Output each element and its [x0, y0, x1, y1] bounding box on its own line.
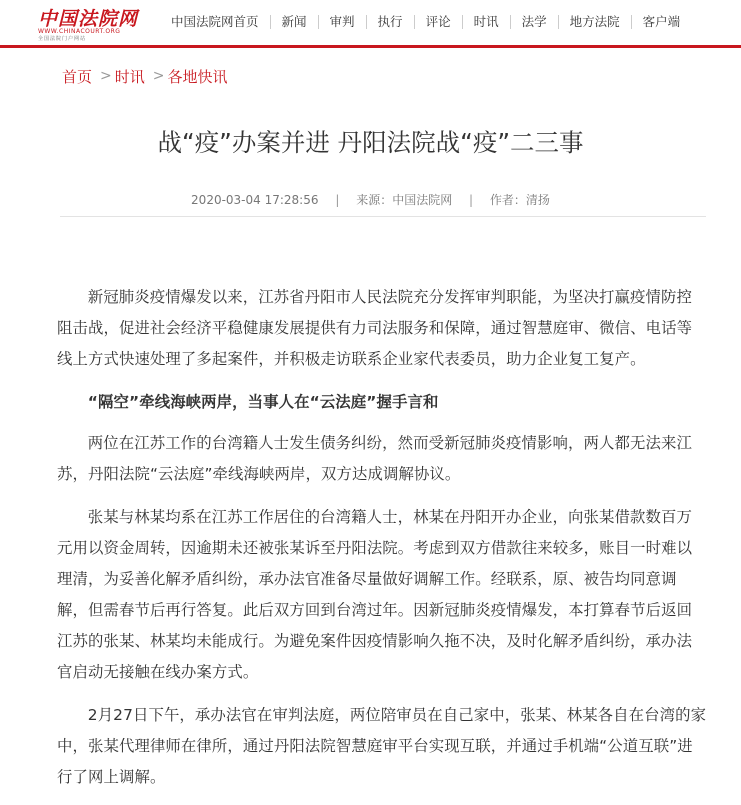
nav-local-courts[interactable]: 地方法院 — [558, 15, 631, 29]
article-subheading: “隔空”牵线海峡两岸，当事人在“云法庭”握手言和 — [87, 393, 439, 411]
article-paragraph: 新冠肺炎疫情爆发以来，江苏省丹阳市人民法院充分发挥审判职能，为坚决打赢疫情防控阻击战，促进社会经济平稳健康发展提供有力司法服务和保障，通过智慧庭审、微信、电话等线上方式快速处理了多起案件，并积极走访联系企业家代表委员，助力企业复工复产。 — [57, 288, 693, 368]
nav-news[interactable]: 新闻 — [270, 15, 318, 29]
article-paragraph: 两位在江苏工作的台湾籍人士发生债务纠纷，然而受新冠肺炎疫情影响，两人都无法来江苏，丹阳法院“云法庭”牵线海峡两岸，双方达成调解协议。 — [57, 434, 692, 483]
breadcrumb-separator-icon: > — [100, 68, 112, 84]
top-bar — [0, 0, 741, 48]
article-source: 来源：中国法院网 — [356, 193, 453, 207]
nav-commentary[interactable]: 评论 — [414, 15, 462, 29]
nav-home[interactable]: 中国法院网首页 — [171, 14, 259, 29]
meta-separator: | — [335, 193, 340, 207]
logo-text: 中国法院网 — [38, 8, 139, 30]
article-author: 作者：清扬 — [489, 193, 550, 207]
logo-subtitle: 全国法院门户网站 — [38, 36, 87, 42]
breadcrumb-current-news[interactable]: 时讯 — [114, 67, 145, 86]
nav-client-app[interactable]: 客户端 — [631, 15, 692, 29]
meta-divider — [60, 216, 706, 217]
site-logo[interactable] — [34, 4, 139, 42]
article-paragraph: 2月27日下午，承办法官在审判法庭，两位陪审员在自己家中，张某、林某各自在台湾的家中，张某代理律师在律所，通过丹阳法院智慧庭审平台实现互联，并通过手机端“公道互联”进行了网上调解。 — [57, 706, 707, 786]
nav-law-studies[interactable]: 法学 — [510, 15, 558, 29]
meta-separator: | — [469, 193, 474, 207]
nav-trial[interactable]: 审判 — [318, 15, 366, 29]
article-meta — [0, 191, 741, 208]
nav-current-news[interactable]: 时讯 — [462, 15, 510, 29]
breadcrumb-local-news[interactable]: 各地快讯 — [167, 67, 228, 86]
article-paragraph: 张某与林某均系在江苏工作居住的台湾籍人士，林某在丹阳开办企业，向张某借款数百万元用以资金周转，因逾期未还被张某诉至丹阳法院。考虑到双方借款往来较多，账目一时难以理清，为妥善化解矛盾纠纷，承办法官准备尽量做好调解工作。经联系，原、被告均同意调解，但需春节后再行答复。此后双方回到台湾过年。因新冠肺炎疫情爆发，本打算春节后返回江苏的张某、林某均未能成行。为避免案件因疫情影响久拖不决，及时化解矛盾纠纷，承办法官启动无接触在线办案方式。 — [57, 508, 693, 681]
article-title: 战“疫”办案并进 丹阳法院战“疫”二三事 — [157, 128, 584, 157]
logo-url: WWW.CHINACOURT.ORG — [38, 28, 121, 35]
breadcrumb-separator-icon: > — [152, 68, 165, 84]
article-date: 2020-03-04 17:28:56 — [191, 193, 319, 207]
main-nav — [160, 12, 691, 32]
nav-execution[interactable]: 执行 — [366, 15, 414, 29]
article-body — [57, 282, 707, 805]
breadcrumb — [62, 65, 228, 87]
breadcrumb-home[interactable]: 首页 — [62, 67, 93, 86]
